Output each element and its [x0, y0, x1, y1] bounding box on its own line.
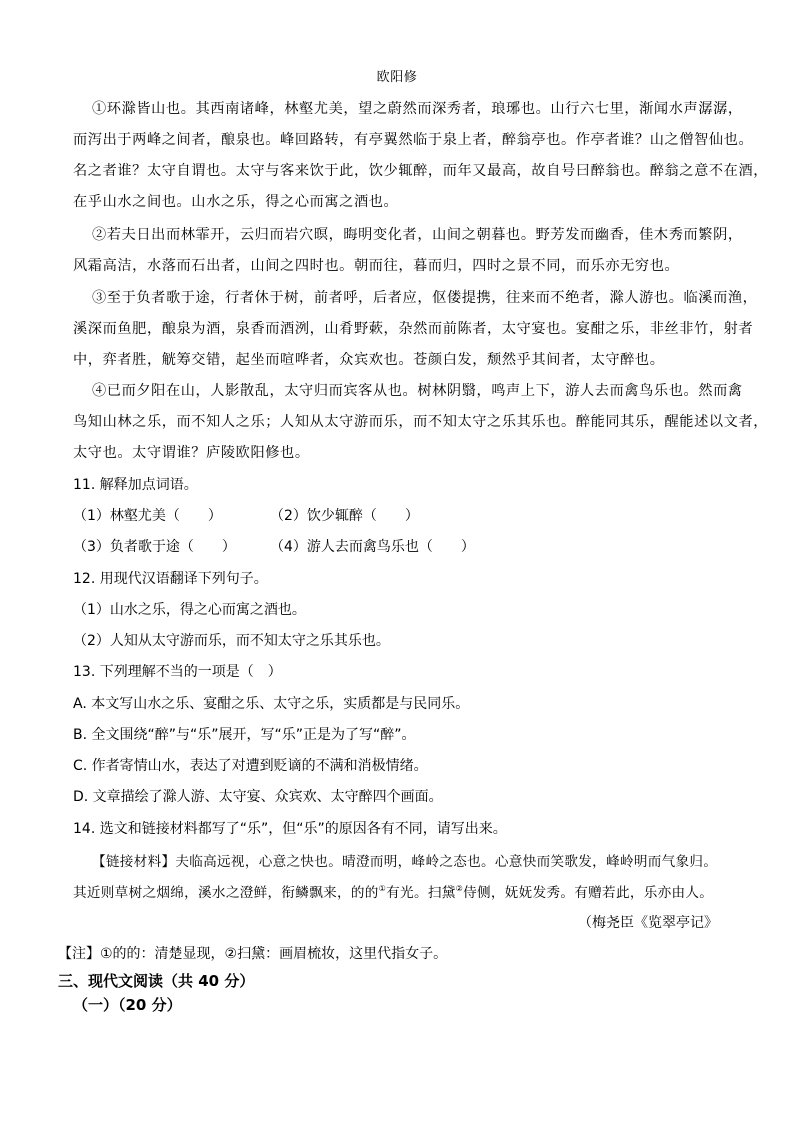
passage-p2-line: 风霜高洁，水落而石出者，山间之四时也。朝而往，暮而归，四时之景不同，而乐亦无穷也。 — [73, 258, 680, 274]
subsection-heading: （一）（20 分） — [73, 996, 182, 1014]
link-material-text: 有光。扫黛 — [386, 885, 456, 901]
passage-p3-line: 中，弈者胜，觥筹交错，起坐而喧哗者，众宾欢也。苍颜白发，颓然乎其间者，太守醉也。 — [73, 352, 665, 368]
footnote: 【注】①的的：清楚显现，②扫黛：画眉梳妆，这里代指女子。 — [58, 946, 448, 962]
footnote-marker: ① — [378, 884, 387, 893]
question-13-stem: 13. 下列理解不当的一项是（ ） — [73, 664, 282, 680]
passage-p4-line: 太守也。太守谓谁？庐陵欧阳修也。 — [73, 445, 310, 461]
passage-p2-line: ②若夫日出而林霏开，云归而岩穴暝，晦明变化者，山间之朝暮也。野芳发而幽香，佳木秀而繁阴， — [92, 227, 743, 243]
question-12-stem: 12. 用现代汉语翻译下列句子。 — [73, 571, 268, 587]
passage-p3-line: 溪深而鱼肥，酿泉为酒，泉香而酒洌，山肴野蔌，杂然而前陈者，太守宴也。宴酣之乐，非丝非竹，射者 — [73, 321, 754, 337]
question-11-item-1: （1）林壑尤美（ ） — [73, 508, 222, 524]
link-material-text: 侍侧，妩妩发秀。有赠若此，乐亦由人。 — [463, 885, 714, 901]
link-material-text: 其近则草树之烟绵，溪水之澄鲜，衔鳞飘来，的的 — [73, 885, 379, 901]
link-material-source: （梅尧臣《览翠亭记》 — [578, 915, 718, 931]
passage-p1-line: 而泻出于两峰之间者，酿泉也。峰回路转，有亭翼然临于泉上者，醉翁亭也。作亭者谁？山之僧智仙也。 — [73, 132, 754, 148]
question-12-item-2: （2）人知从太守游而乐，而不知太守之乐其乐也。 — [73, 633, 390, 649]
question-13-option-a: A. 本文写山水之乐、宴酣之乐、太守之乐，实质都是与民同乐。 — [73, 696, 470, 712]
question-13-option-b: B. 全文围绕“醉”与“乐”展开，写“乐”正是为了写“醉”。 — [73, 727, 416, 743]
passage-p4-line: ④已而夕阳在山，人影散乱，太守归而宾客从也。树林阴翳，鸣声上下，游人去而禽鸟乐也。然而禽 — [92, 383, 743, 399]
passage-p4-line: 鸟知山林之乐，而不知人之乐；人知从太守游而乐，而不知太守之乐其乐也。醉能同其乐，醒能述以文者， — [73, 414, 769, 430]
question-11-item-3: （3）负者歌于途（ ） — [73, 539, 236, 555]
passage-p1-line: 名之者谁？太守自谓也。太守与客来饮于此，饮少辄醉，而年又最高，故自号曰醉翁也。醉翁之意不在酒， — [73, 163, 769, 179]
passage-p3-line: ③至于负者歌于途，行者休于树，前者呼，后者应，伛偻提携，往来而不绝者，滁人游也。临溪而渔， — [92, 290, 758, 306]
passage-p1-line: ①环滁皆山也。其西南诸峰，林壑尤美，望之蔚然而深秀者，琅琊也。山行六七里，渐闻水声潺潺， — [92, 101, 743, 117]
question-13-option-c: C. 作者寄情山水，表达了对遭到贬谪的不满和消极情绪。 — [73, 758, 428, 774]
question-11-stem: 11. 解释加点词语。 — [73, 477, 198, 493]
passage-p1-line: 在乎山水之间也。山水之乐，得之心而寓之酒也。 — [73, 194, 399, 210]
question-13-option-d: D. 文章描绘了滁人游、太守宴、众宾欢、太守醉四个画面。 — [73, 789, 443, 805]
footnote-marker: ② — [455, 884, 464, 893]
link-material-line: 【链接材料】夫临高远视，心意之快也。晴澄而明，峰岭之态也。心意快而笑歌发，峰岭明而气象归。 — [92, 854, 718, 870]
link-material-line — [73, 881, 713, 901]
question-11-item-2: （2）饮少辄醉（ ） — [270, 508, 419, 524]
question-12-item-1: （1）山水之乐，得之心而寓之酒也。 — [73, 602, 306, 618]
section-heading: 三、现代文阅读（共 40 分） — [58, 972, 255, 990]
question-11-item-4: （4）游人去而禽鸟乐也（ ） — [270, 539, 475, 555]
question-14-stem: 14. 选文和链接材料都写了“乐”，但“乐”的原因各有不同，请写出来。 — [73, 821, 507, 837]
passage-author: 欧阳修 — [376, 70, 418, 85]
